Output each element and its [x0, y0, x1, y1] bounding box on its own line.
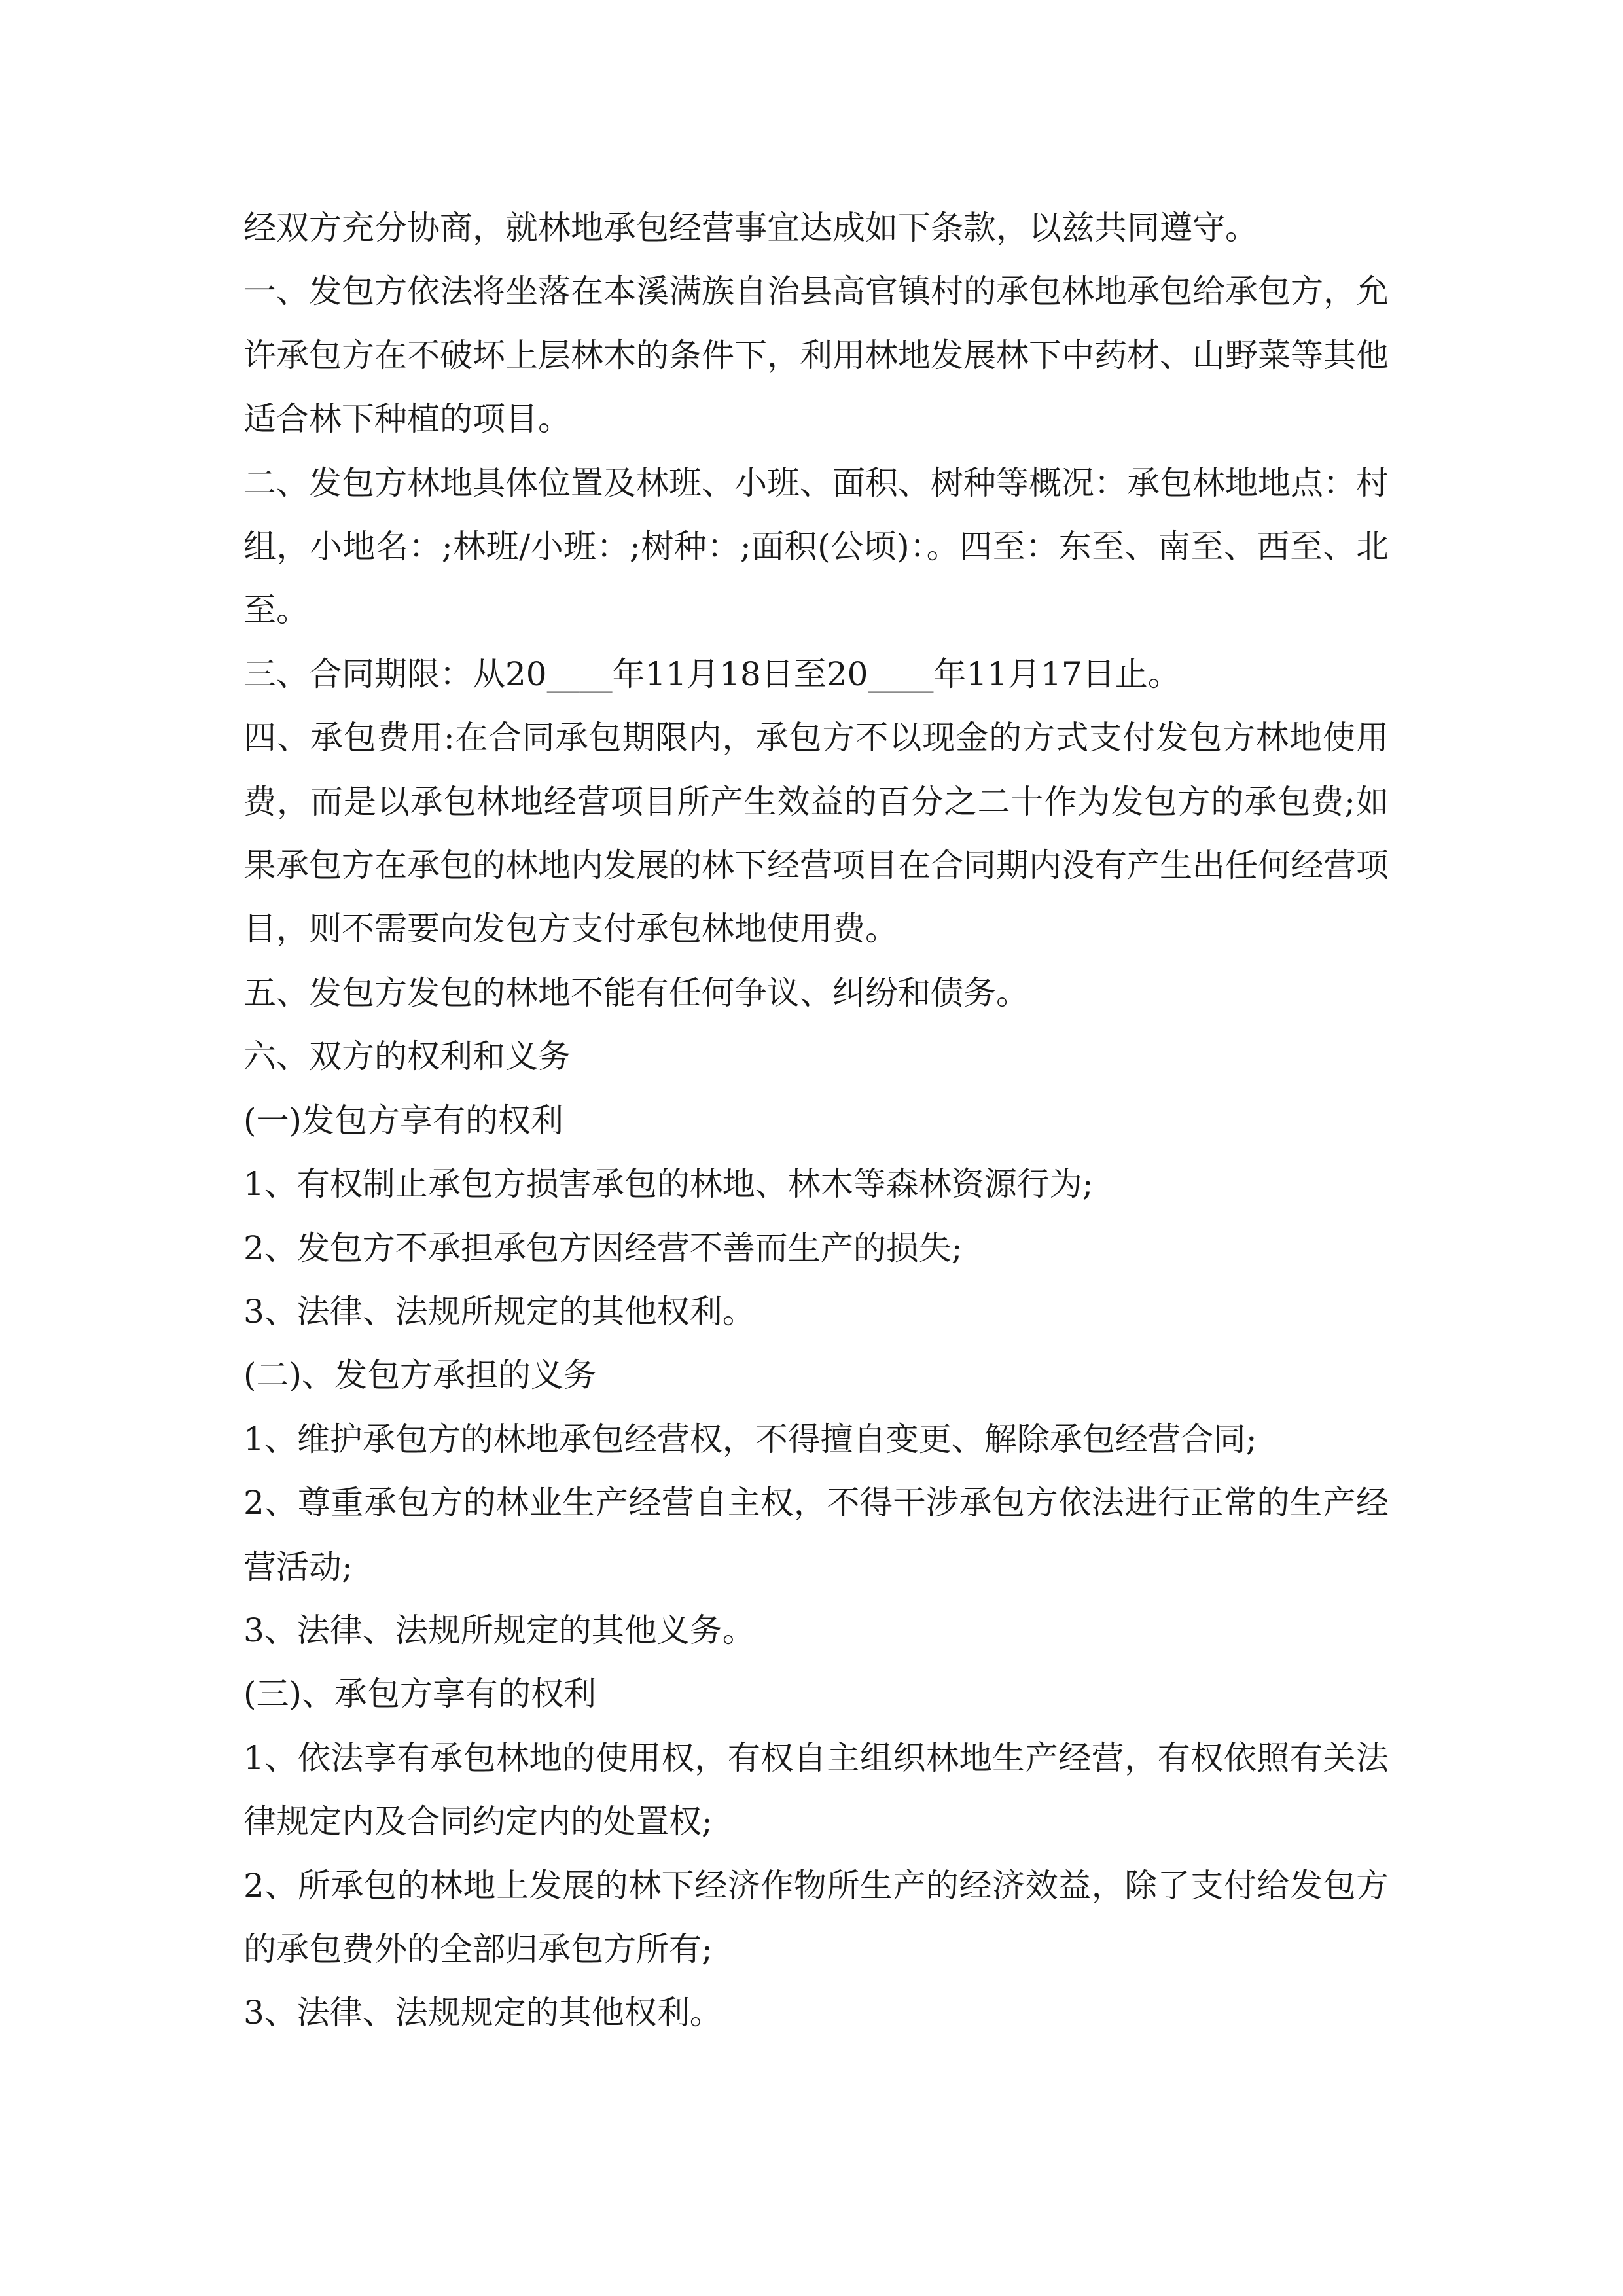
list-item: 1、依法享有承包林地的使用权，有权自主组织林地生产经营，有权依照有关法律规定内及合同约定内的处置权;: [243, 1738, 1389, 1841]
clause-3-term: 三、合同期限：从20____年11月18日至20____年11月17日止。: [243, 655, 1181, 693]
list-item: 2、尊重承包方的林业生产经营自主权，不得干涉承包方依法进行正常的生产经营活动;: [243, 1484, 1389, 1586]
clause-5: 五、发包方发包的林地不能有任何争议、纠纷和债务。: [243, 973, 1029, 1012]
list-item: 2、所承包的林地上发展的林下经济作物所生产的经济效益，除了支付给发包方的承包费外的全部归承包方所有;: [243, 1866, 1389, 1968]
subsection-2-heading: (二)、发包方承担的义务: [243, 1356, 597, 1395]
list-item: 3、法律、法规所规定的其他权利。: [243, 1292, 755, 1331]
clause-1: 一、发包方依法将坐落在本溪满族自治县高官镇村的承包林地承包给承包方，允许承包方在不破坏上层林木的条件下，利用林地发展林下中药材、山野菜等其他适合林下种植的项目。: [243, 272, 1389, 439]
subsection-3-heading: (三)、承包方享有的权利: [243, 1675, 597, 1713]
clause-6-heading: 六、双方的权利和义务: [243, 1037, 571, 1076]
clause-2: 二、发包方林地具体位置及林班、小班、面积、树种等概况：承包林地地点：村组，小地名：;林班/小班：;树种：;面积(公顷)：。四至：东至、南至、西至、北至。: [243, 463, 1389, 630]
list-item: 2、发包方不承担承包方因经营不善而生产的损失;: [243, 1229, 963, 1267]
list-item: 1、维护承包方的林地承包经营权，不得擅自变更、解除承包经营合同;: [243, 1420, 1257, 1458]
list-item: 1、有权制止承包方损害承包的林地、林木等森林资源行为;: [243, 1165, 1094, 1204]
list-item: 3、法律、法规规定的其他权利。: [243, 1994, 722, 2032]
list-item: 3、法律、法规所规定的其他义务。: [243, 1611, 755, 1649]
paragraph-intro: 经双方充分协商，就林地承包经营事宜达成如下条款，以兹共同遵守。: [243, 209, 1258, 247]
clause-4-fees: 四、承包费用:在合同承包期限内，承包方不以现金的方式支付发包方林地使用费，而是以承包林地经营项目所产生效益的百分之二十作为发包方的承包费;如果承包方在承包的林地内发展的林下经营项目在合同期内没有产生出任何经营项目，则不需要向发包方支付承包林地使用费。: [243, 719, 1389, 948]
subsection-1-heading: (一)发包方享有的权利: [243, 1101, 564, 1139]
contract-body: [243, 196, 1389, 2045]
